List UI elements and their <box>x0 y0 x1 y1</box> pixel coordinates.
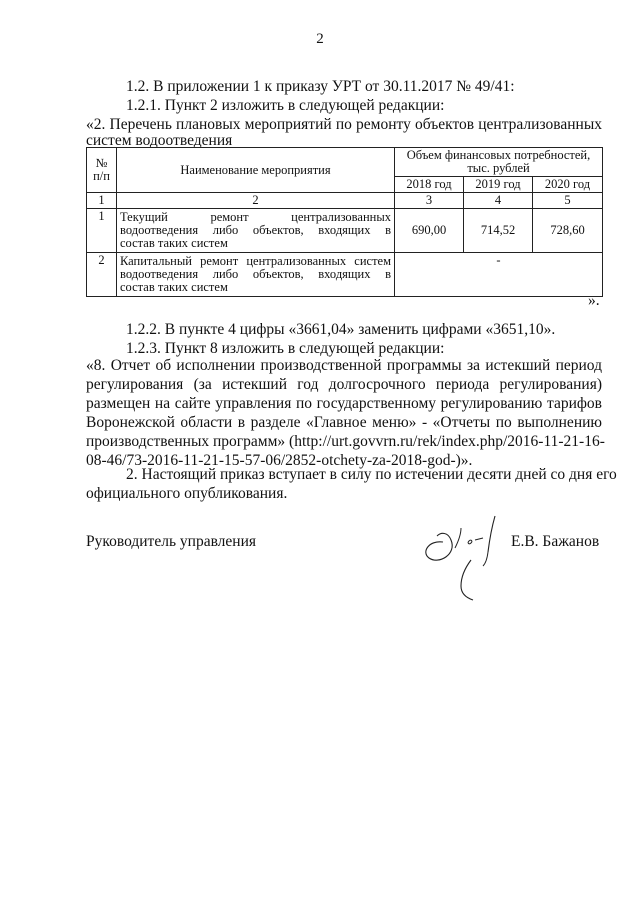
signatory-title: Руководитель управления <box>86 533 257 550</box>
item-8-line: 08-46/73-2016-11-21-15-57-06/2852-otchety-za-2018-god-)». <box>86 452 473 469</box>
item-1-2: 1.2. В приложении 1 к приказу УРТ от 30.11.2017 № 49/41: <box>126 78 515 95</box>
signatory-name: Е.В. Бажанов <box>511 533 600 550</box>
row-number: 2 <box>87 253 117 297</box>
index-cell: 1 <box>87 193 117 209</box>
table-index-row <box>87 193 603 209</box>
index-cell: 5 <box>533 193 603 209</box>
header-financial-volume: Объем финансовых потребностей, тыс. рублей <box>395 148 603 177</box>
table-row <box>87 253 603 297</box>
closing-quote: ». <box>588 292 600 309</box>
item-8-line: Воронежской области в разделе «Главное меню» - «Отчеты по выполнению <box>86 414 602 431</box>
row-name-line: состав таких систем <box>120 280 228 294</box>
row-activity-name <box>117 209 395 253</box>
row-name-line: Капитальный ремонт централизованных систем <box>120 254 391 268</box>
row-number: 1 <box>87 209 117 253</box>
value-2020: 728,60 <box>533 209 603 253</box>
value-merged: - <box>395 253 603 297</box>
page-number: 2 <box>316 31 324 47</box>
item-8-line: производственных программ» (http://urt.govvrn.ru/rek/index.php/2016-11-21-16- <box>86 433 605 450</box>
index-cell: 4 <box>464 193 533 209</box>
order-item-2-line: официального опубликования. <box>86 485 288 502</box>
index-cell: 2 <box>117 193 395 209</box>
item-8-line: регулирования (за истекший год долгосрочного периода регулирования) <box>86 376 602 393</box>
index-cell: 3 <box>395 193 464 209</box>
header-year-2019: 2019 год <box>464 177 533 193</box>
table-row <box>87 209 603 253</box>
handwritten-signature <box>415 510 510 605</box>
item-1-2-3: 1.2.3. Пункт 8 изложить в следующей редакции: <box>126 340 445 357</box>
header-number: № п/п <box>87 148 117 193</box>
item-1-2-1: 1.2.1. Пункт 2 изложить в следующей редакции: <box>126 97 445 114</box>
item-2-title-line-1: «2. Перечень плановых мероприятий по ремонту объектов централизованных <box>86 116 602 133</box>
item-2-title-line-2: систем водоотведения <box>86 132 233 149</box>
row-name-line: состав таких систем <box>120 236 228 250</box>
row-name-line: водоотведения либо объектов, входящих в <box>120 267 391 281</box>
order-item-2-line: 2. Настоящий приказ вступает в силу по истечении десяти дней со дня его <box>126 466 617 483</box>
row-activity-name <box>117 253 395 297</box>
header-year-2018: 2018 год <box>395 177 464 193</box>
row-name-line: водоотведения либо объектов, входящих в <box>120 223 391 237</box>
item-1-2-2: 1.2.2. В пункте 4 цифры «3661,04» заменить цифрами «3651,10». <box>126 321 556 338</box>
planned-repairs-table <box>86 147 603 297</box>
item-8-line: размещен на сайте управления по государственному регулированию тарифов <box>86 395 602 412</box>
item-8-line: «8. Отчет об исполнении производственной программы за истекший период <box>86 357 602 374</box>
value-2018: 690,00 <box>395 209 464 253</box>
row-name-line: Текущий ремонт централизованных <box>120 210 391 224</box>
header-activity-name: Наименование мероприятия <box>117 148 395 193</box>
value-2019: 714,52 <box>464 209 533 253</box>
header-year-2020: 2020 год <box>533 177 603 193</box>
table-header-row <box>87 148 603 177</box>
